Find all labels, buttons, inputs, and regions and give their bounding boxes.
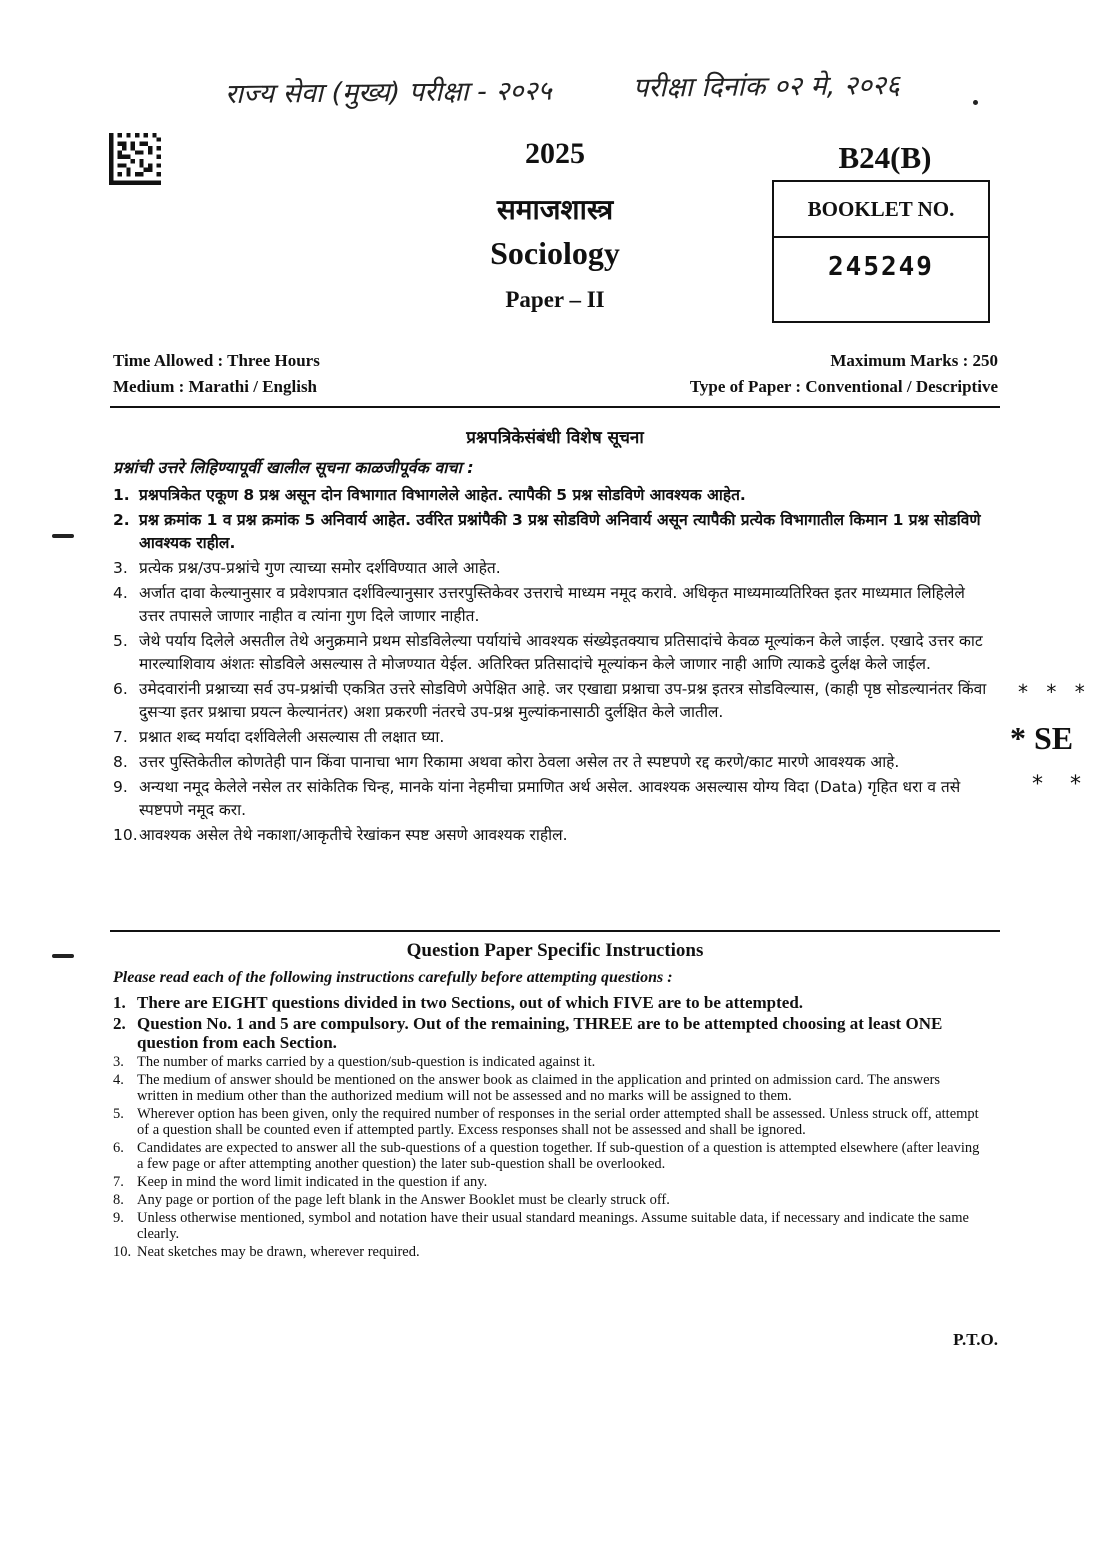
divider-top: [110, 406, 1000, 408]
handwritten-exam-date: परीक्षा दिनांक ०२ मे, २०२६: [632, 69, 901, 104]
scan-mark: [52, 534, 74, 538]
marathi-instructions-intro: प्रश्नांची उत्तरे लिहिण्यापूर्वी खालील सूचना काळजीपूर्वक वाचा :: [113, 458, 474, 477]
scan-mark: [52, 954, 74, 958]
booklet-number-box: [772, 180, 990, 323]
maximum-marks: Maximum Marks : 250: [830, 351, 998, 370]
list-item: 5. जेथे पर्याय दिलेले असतील तेथे अनुक्रमाने प्रथम सोडविलेल्या पर्यायांचे आवश्यक संख्येइतक्याच प्रतिसादांचे केवळ मूल्यांकन केले जाईल. एखादे उत्तर काट मारल्याशिवाय अंशतः सोडविले असल्यास ते मोजण्यात येईल. अतिरिक्त प्रतिसादांचे मूल्यांकन केले जाणार नाही आणि त्याकडे दुर्लक्ष केले जाईल.: [113, 632, 983, 673]
handwritten-dot: [973, 100, 978, 105]
list-item: 2. Question No. 1 and 5 are compulsory. Out of the remaining, THREE are to be attempted choosing at least ONE question from each Section.: [113, 1014, 943, 1052]
list-item: 2. प्रश्न क्रमांक 1 व प्रश्न क्रमांक 5 अनिवार्य आहेत. उर्वरित प्रश्नांपैकी 3 प्रश्न सोडविणे अनिवार्य असून त्यापैकी प्रत्येक विभागातील किमान 1 प्रश्न सोडविणे आवश्यक राहील.: [113, 511, 981, 552]
english-instructions-intro: Please read each of the following instructions carefully before attempting questions :: [113, 969, 673, 986]
barcode-icon: [108, 133, 162, 185]
marathi-instructions-title: प्रश्नपत्रिकेसंबंधी विशेष सूचना: [466, 428, 644, 448]
paper-type: Type of Paper : Conventional / Descriptive: [689, 377, 998, 396]
exam-year: 2025: [525, 137, 585, 170]
booklet-label: BOOKLET NO.: [774, 182, 988, 238]
marathi-instructions-list: [113, 484, 988, 849]
list-item: 1. प्रश्नपत्रिकेत एकूण 8 प्रश्न असून दोन विभागात विभागलेले आहेत. त्यापैकी 5 प्रश्न सोडविणे आवश्यक आहेत.: [113, 486, 746, 504]
divider-middle: [110, 930, 1000, 932]
list-item: 6. Candidates are expected to answer all the sub-questions of a question together. If sub-question of a question is attempted elsewhere (after leaving a few page or after attempting another question) the later sub-question shall be overlooked.: [113, 1140, 980, 1172]
please-turn-over: P.T.O.: [953, 1330, 998, 1349]
subject-english: Sociology: [490, 235, 620, 271]
paper-number: Paper – II: [505, 287, 605, 312]
list-item: 10. आवश्यक असेल तेथे नकाशा/आकृतीचे रेखांकन स्पष्ट असणे आवश्यक राहील.: [113, 826, 568, 844]
handwritten-note: [225, 66, 985, 124]
list-item: 10. Neat sketches may be drawn, wherever required.: [113, 1244, 420, 1260]
time-allowed: Time Allowed : Three Hours: [113, 351, 320, 370]
list-item: 7. प्रश्नात शब्द मर्यादा दर्शविलेली असल्यास ती लक्षात घ्या.: [113, 728, 445, 746]
subject-marathi: समाजशास्त्र: [496, 193, 614, 226]
stamp-middle: * SE: [1010, 720, 1074, 756]
booklet-number: 245249: [828, 252, 934, 282]
list-item: 1. There are EIGHT questions divided in two Sections, out of which FIVE are to be attempted.: [113, 993, 804, 1012]
stamp-bottom: * *: [1032, 772, 1091, 797]
stamp-top: * * *: [1018, 680, 1091, 704]
seal-stamp: [1010, 680, 1100, 810]
list-item: 9. Unless otherwise mentioned, symbol and notation have their usual standard meanings. Assume suitable data, if necessary and indicate the same clearly.: [113, 1210, 969, 1242]
list-item: 8. Any page or portion of the page left blank in the Answer Booklet must be clearly struck off.: [113, 1192, 670, 1208]
list-item: 7. Keep in mind the word limit indicated in the question if any.: [113, 1174, 488, 1190]
english-instructions-list: [113, 993, 983, 1262]
list-item: 6. उमेदवारांनी प्रश्नाच्या सर्व उप-प्रश्नांची एकत्रित उत्तरे सोडविणे अपेक्षित आहे. जर एखाद्या प्रश्नाचा उप-प्रश्न इतरत्र सोडविल्यास, (काही पृष्ठ सोडल्यानंतर किंवा दुसऱ्या इतर प्रश्नाचा प्रयत्न केल्यानंतर) अशा प्रकरणी नंतरचे उप-प्रश्न मुल्यांकनासाठी दुर्लक्षित केले जातील.: [113, 680, 987, 721]
list-item: 5. Wherever option has been given, only the required number of responses in the serial order attempted shall be assessed. Unless struck off, attempt of a question shall be counted even if attempted partly. Excess responses shall not be assessed and shall be ignored.: [113, 1106, 979, 1138]
english-instructions-title: Question Paper Specific Instructions: [406, 940, 704, 961]
paper-code: B24(B): [838, 140, 932, 175]
list-item: 9. अन्यथा नमूद केलेले नसेल तर सांकेतिक चिन्ह, मानके यांना नेहमीचा प्रमाणित अर्थ असेल. आवश्यक असल्यास योग्य विदा (Data) गृहित धरा व तसे स्पष्टपणे नमूद करा.: [113, 778, 961, 819]
handwritten-exam-name: राज्य सेवा (मुख्य) परीक्षा - २०२५: [224, 75, 552, 110]
list-item: 4. The medium of answer should be mentioned on the answer book as claimed in the application and printed on admission card. The answers written in medium other than the authorized medium will not be assessed and no marks will be assigned to them.: [113, 1072, 941, 1104]
list-item: 8. उत्तर पुस्तिकेतील कोणतेही पान किंवा पानाचा भाग रिकामा अथवा कोरा ठेवला असेल तर ते स्पष्टपणे रद्द करणे/काट मारणे आवश्यक आहे.: [113, 753, 900, 771]
list-item: 3. प्रत्येक प्रश्न/उप-प्रश्नांचे गुण त्याच्या समोर दर्शविण्यात आले आहेत.: [113, 559, 501, 577]
list-item: 3. The number of marks carried by a question/sub-question is indicated against it.: [113, 1054, 596, 1070]
medium: Medium : Marathi / English: [113, 377, 318, 396]
list-item: 4. अर्जात दावा केल्यानुसार व प्रवेशपत्रात दर्शविल्यानुसार उत्तरपुस्तिकेवर उत्तराचे माध्यम नमूद करावे. अधिकृत माध्यमाव्यतिरिक्त इतर माध्यमात लिहिलेले उत्तर तपासले जाणार नाहीत व त्यांना गुण दिले जाणार नाहीत.: [113, 584, 965, 625]
